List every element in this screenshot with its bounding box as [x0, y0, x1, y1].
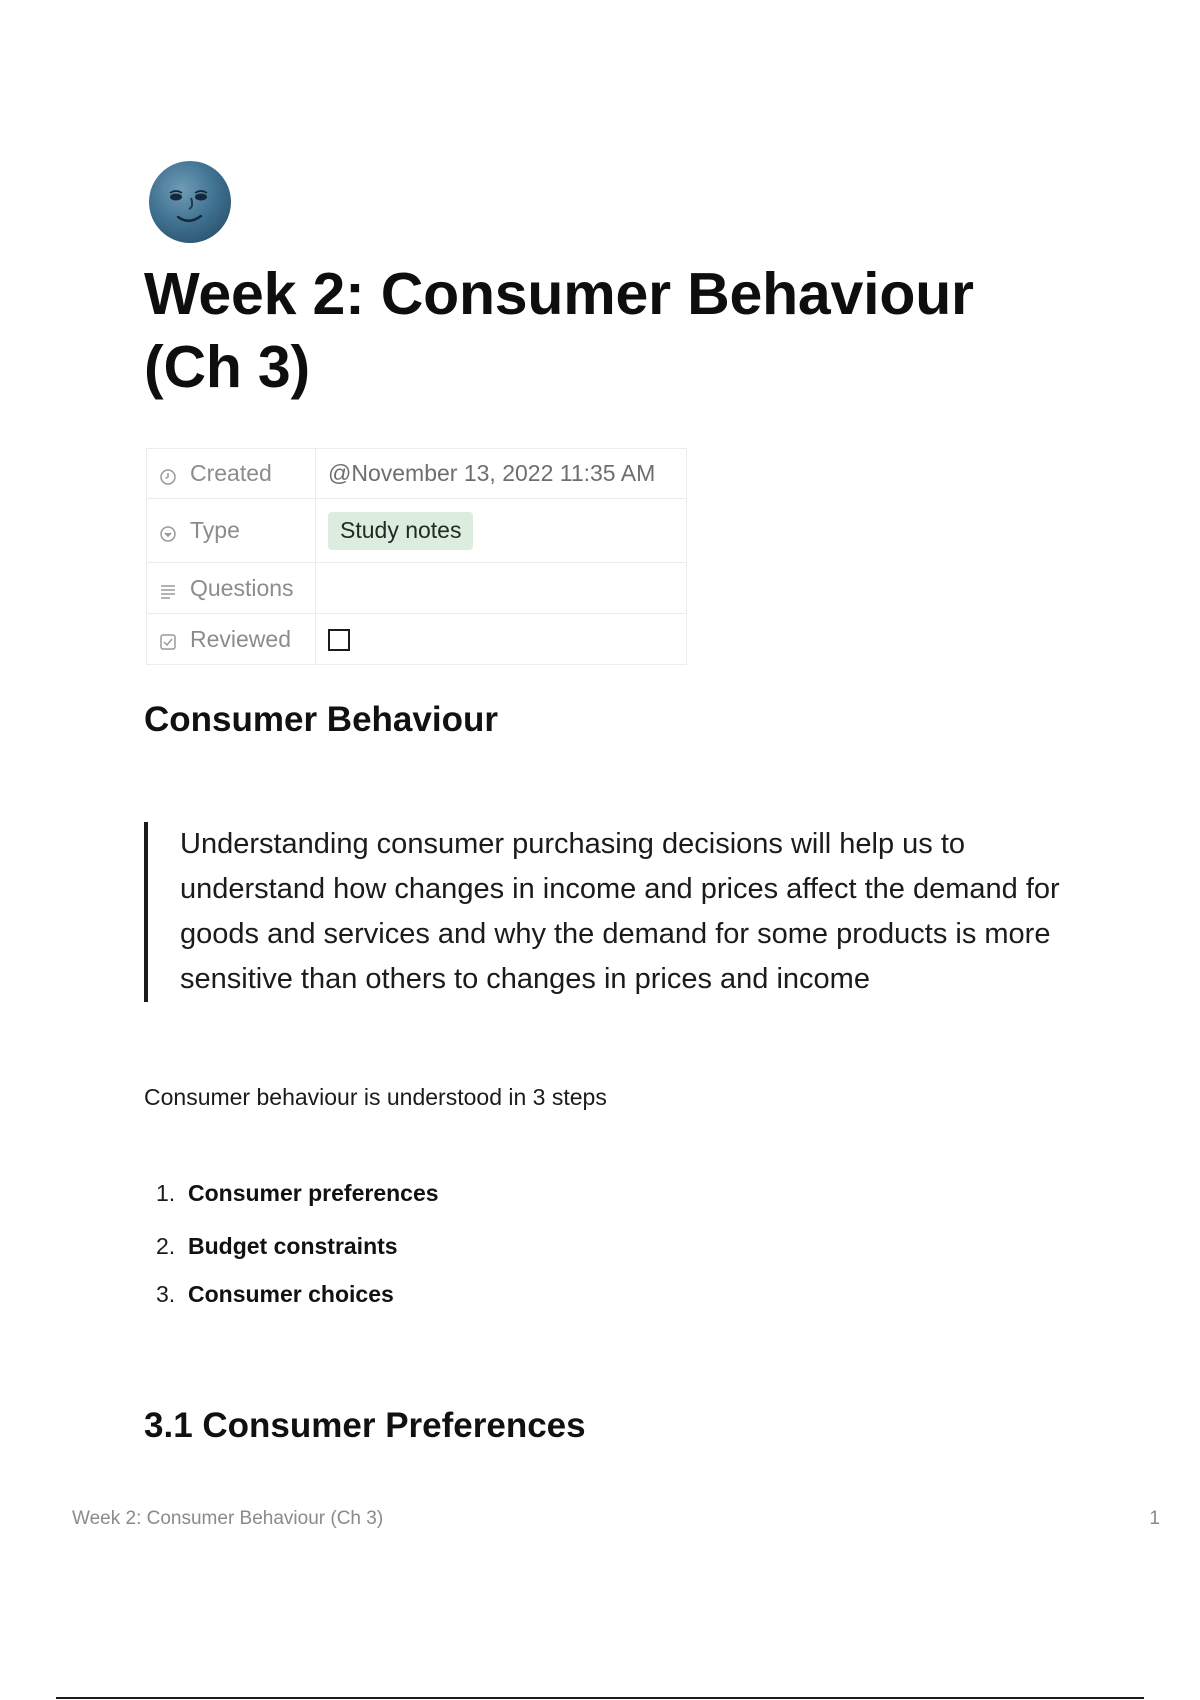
property-name-cell — [147, 614, 316, 665]
intro-paragraph: Consumer behaviour is understood in 3 steps — [144, 1084, 607, 1110]
list-number: 3. — [156, 1281, 176, 1307]
properties-table — [146, 448, 687, 665]
property-label: Created — [190, 460, 272, 486]
quote-block — [144, 822, 1064, 1002]
created-date-text: @November 13, 2022 11:35 AM — [328, 460, 656, 486]
checkbox-icon — [159, 630, 177, 648]
created-date-value[interactable] — [316, 449, 687, 499]
reviewed-value — [316, 614, 687, 665]
reviewed-checkbox[interactable] — [328, 629, 350, 651]
property-row-type — [147, 499, 687, 563]
property-row-reviewed — [147, 614, 687, 665]
property-label: Reviewed — [190, 625, 291, 652]
list-item-text: Budget constraints — [188, 1233, 398, 1259]
property-row-questions — [147, 563, 687, 614]
property-row-created — [147, 449, 687, 499]
property-name-cell — [147, 449, 316, 499]
list-item — [156, 1233, 398, 1260]
select-icon — [159, 522, 177, 540]
new-moon-face-icon — [148, 160, 232, 244]
type-value[interactable] — [316, 499, 687, 563]
study-notes-tag[interactable]: Study notes — [328, 512, 473, 550]
list-item-text: Consumer choices — [188, 1281, 394, 1307]
property-label: Type — [190, 517, 240, 543]
property-label: Questions — [190, 574, 294, 601]
divider — [56, 1697, 1144, 1699]
questions-value[interactable] — [316, 563, 687, 614]
list-number: 1. — [156, 1180, 176, 1206]
list-item — [156, 1180, 439, 1207]
list-item — [156, 1281, 394, 1308]
list-number: 2. — [156, 1233, 176, 1259]
section-heading: Consumer Behaviour — [144, 700, 498, 739]
property-name-cell — [147, 563, 316, 614]
clock-icon — [159, 465, 177, 483]
page-number: 1 — [1149, 1508, 1160, 1529]
section-heading: 3.1 Consumer Preferences — [144, 1406, 586, 1445]
page-title: Week 2: Consumer Behaviour (Ch 3) — [144, 261, 974, 400]
property-name-cell — [147, 499, 316, 563]
text-lines-icon — [159, 579, 177, 597]
quote-text: Understanding consumer purchasing decisions will help us to understand how changes in income and prices affect the demand for goods and services and why the demand for some products is more sensitive than others to changes in prices and income — [180, 828, 1060, 995]
footer-title: Week 2: Consumer Behaviour (Ch 3) — [72, 1508, 384, 1529]
list-item-text: Consumer preferences — [188, 1180, 439, 1206]
